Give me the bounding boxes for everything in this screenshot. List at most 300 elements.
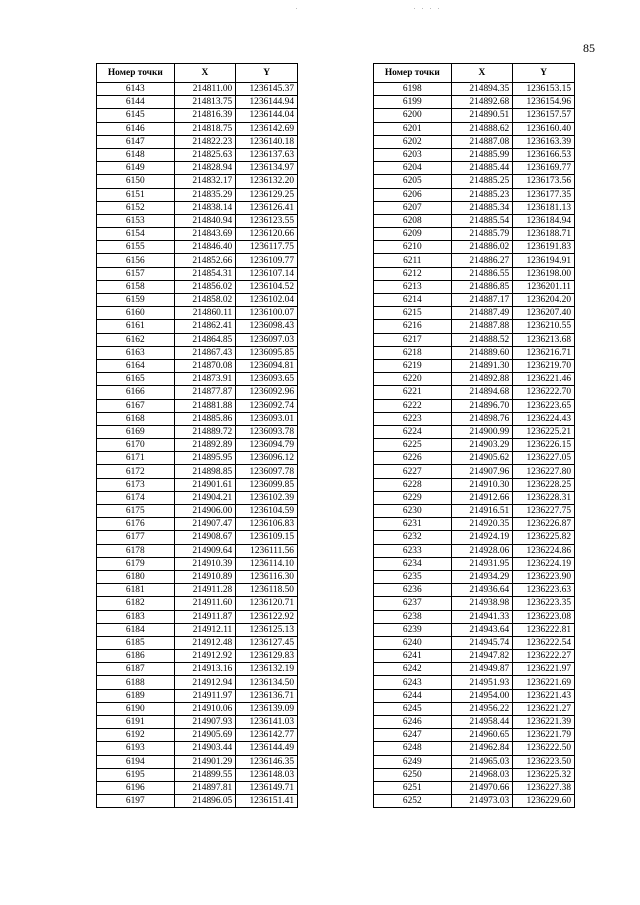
- x-coordinate-cell: 214887.88: [451, 320, 513, 333]
- x-coordinate-cell: 214885.79: [451, 228, 513, 241]
- y-coordinate-cell: 1236148.03: [236, 768, 298, 781]
- x-coordinate-cell: 214912.66: [451, 491, 513, 504]
- x-coordinate-cell: 214886.02: [451, 241, 513, 254]
- table-row: [374, 650, 575, 663]
- y-coordinate-cell: 1236227.05: [513, 452, 575, 465]
- table-row: [374, 505, 575, 518]
- x-coordinate-cell: 214887.17: [451, 294, 513, 307]
- table-row: [97, 518, 298, 531]
- y-coordinate-cell: 1236114.10: [236, 557, 298, 570]
- table-row: [97, 676, 298, 689]
- x-coordinate-cell: 214885.44: [451, 162, 513, 175]
- point-number-cell: 6208: [374, 214, 452, 227]
- y-coordinate-cell: 1236227.75: [513, 505, 575, 518]
- table-row: [374, 135, 575, 148]
- x-coordinate-cell: 214912.94: [174, 676, 236, 689]
- x-coordinate-cell: 214867.43: [174, 346, 236, 359]
- x-coordinate-cell: 214862.41: [174, 320, 236, 333]
- point-number-cell: 6165: [97, 373, 175, 386]
- x-coordinate-cell: 214885.86: [174, 412, 236, 425]
- table-row: [97, 241, 298, 254]
- table-row: [97, 650, 298, 663]
- point-number-cell: 6181: [97, 584, 175, 597]
- y-coordinate-cell: 1236166.53: [513, 148, 575, 161]
- y-coordinate-cell: 1236132.20: [236, 175, 298, 188]
- x-coordinate-cell: 214958.44: [451, 716, 513, 729]
- table-row: [97, 294, 298, 307]
- x-coordinate-cell: 214832.17: [174, 175, 236, 188]
- point-number-cell: 6215: [374, 307, 452, 320]
- x-coordinate-cell: 214945.74: [451, 636, 513, 649]
- y-coordinate-cell: 1236144.49: [236, 742, 298, 755]
- x-coordinate-cell: 214951.93: [451, 676, 513, 689]
- y-coordinate-cell: 1236141.03: [236, 716, 298, 729]
- coordinates-table-right: [373, 63, 575, 808]
- point-number-cell: 6197: [97, 795, 175, 808]
- y-coordinate-cell: 1236222.81: [513, 623, 575, 636]
- x-coordinate-cell: 214913.16: [174, 663, 236, 676]
- x-coordinate-cell: 214943.64: [451, 623, 513, 636]
- x-coordinate-cell: 214897.81: [174, 781, 236, 794]
- table-row: [374, 122, 575, 135]
- point-number-cell: 6190: [97, 702, 175, 715]
- point-number-cell: 6143: [97, 83, 175, 96]
- y-coordinate-cell: 1236098.43: [236, 320, 298, 333]
- coordinates-table-left: [96, 63, 298, 808]
- table-row: [97, 610, 298, 623]
- table-row: [97, 663, 298, 676]
- x-coordinate-cell: 214968.03: [451, 768, 513, 781]
- x-coordinate-cell: 214896.70: [451, 399, 513, 412]
- x-coordinate-cell: 214887.08: [451, 135, 513, 148]
- y-coordinate-cell: 1236097.78: [236, 465, 298, 478]
- point-number-cell: 6174: [97, 491, 175, 504]
- x-coordinate-cell: 214873.91: [174, 373, 236, 386]
- point-number-cell: 6224: [374, 425, 452, 438]
- x-coordinate-cell: 214928.06: [451, 544, 513, 557]
- y-coordinate-cell: 1236109.77: [236, 254, 298, 267]
- table-row: [97, 425, 298, 438]
- y-coordinate-cell: 1236104.59: [236, 505, 298, 518]
- y-coordinate-cell: 1236223.63: [513, 584, 575, 597]
- point-number-cell: 6185: [97, 636, 175, 649]
- y-coordinate-cell: 1236177.35: [513, 188, 575, 201]
- y-coordinate-cell: 1236127.45: [236, 636, 298, 649]
- x-coordinate-cell: 214903.44: [174, 742, 236, 755]
- table-row: [97, 702, 298, 715]
- y-coordinate-cell: 1236157.57: [513, 109, 575, 122]
- table-row: [97, 742, 298, 755]
- point-number-cell: 6148: [97, 148, 175, 161]
- table-row: [374, 294, 575, 307]
- point-number-cell: 6178: [97, 544, 175, 557]
- table-row: [374, 359, 575, 372]
- point-number-cell: 6234: [374, 557, 452, 570]
- point-number-cell: 6226: [374, 452, 452, 465]
- table-row: [97, 214, 298, 227]
- table-row: [97, 557, 298, 570]
- y-coordinate-cell: 1236221.97: [513, 663, 575, 676]
- x-coordinate-cell: 214906.00: [174, 505, 236, 518]
- point-number-cell: 6209: [374, 228, 452, 241]
- y-coordinate-cell: 1236188.71: [513, 228, 575, 241]
- point-number-cell: 6203: [374, 148, 452, 161]
- x-coordinate-cell: 214885.23: [451, 188, 513, 201]
- point-number-cell: 6146: [97, 122, 175, 135]
- y-coordinate-cell: 1236145.37: [236, 83, 298, 96]
- point-number-cell: 6241: [374, 650, 452, 663]
- table-row: [374, 584, 575, 597]
- table-row: [97, 386, 298, 399]
- x-coordinate-cell: 214889.72: [174, 425, 236, 438]
- x-coordinate-cell: 214885.54: [451, 214, 513, 227]
- table-row: [97, 267, 298, 280]
- table-row: [374, 531, 575, 544]
- point-number-cell: 6189: [97, 689, 175, 702]
- point-number-cell: 6220: [374, 373, 452, 386]
- point-number-cell: 6193: [97, 742, 175, 755]
- table-row: [97, 162, 298, 175]
- y-coordinate-cell: 1236094.81: [236, 359, 298, 372]
- table-row: [97, 96, 298, 109]
- x-coordinate-cell: 214852.66: [174, 254, 236, 267]
- x-coordinate-cell: 214901.29: [174, 755, 236, 768]
- table-row: [374, 478, 575, 491]
- y-coordinate-cell: 1236117.75: [236, 241, 298, 254]
- x-coordinate-cell: 214911.87: [174, 610, 236, 623]
- point-number-cell: 6176: [97, 518, 175, 531]
- point-number-cell: 6214: [374, 294, 452, 307]
- point-number-cell: 6150: [97, 175, 175, 188]
- point-number-cell: 6184: [97, 623, 175, 636]
- table-row: [97, 373, 298, 386]
- point-number-cell: 6225: [374, 439, 452, 452]
- y-coordinate-cell: 1236210.55: [513, 320, 575, 333]
- y-coordinate-cell: 1236093.01: [236, 412, 298, 425]
- point-number-cell: 6201: [374, 122, 452, 135]
- table-row: [374, 162, 575, 175]
- point-number-cell: 6194: [97, 755, 175, 768]
- point-number-cell: 6221: [374, 386, 452, 399]
- point-number-cell: 6164: [97, 359, 175, 372]
- table-row: [374, 544, 575, 557]
- table-row: [374, 254, 575, 267]
- point-number-cell: 6217: [374, 333, 452, 346]
- point-number-cell: 6195: [97, 768, 175, 781]
- y-coordinate-cell: 1236184.94: [513, 214, 575, 227]
- x-coordinate-cell: 214905.62: [451, 452, 513, 465]
- y-coordinate-cell: 1236222.54: [513, 636, 575, 649]
- x-coordinate-cell: 214854.31: [174, 267, 236, 280]
- x-coordinate-cell: 214911.97: [174, 689, 236, 702]
- point-number-cell: 6175: [97, 505, 175, 518]
- y-coordinate-cell: 1236221.39: [513, 716, 575, 729]
- table-row: [374, 346, 575, 359]
- point-number-cell: 6154: [97, 228, 175, 241]
- x-coordinate-cell: 214924.19: [451, 531, 513, 544]
- table-row: [374, 755, 575, 768]
- table-row: [97, 729, 298, 742]
- point-number-cell: 6172: [97, 465, 175, 478]
- header-x: X: [174, 64, 236, 83]
- x-coordinate-cell: 214894.68: [451, 386, 513, 399]
- point-number-cell: 6158: [97, 280, 175, 293]
- y-coordinate-cell: 1236123.55: [236, 214, 298, 227]
- x-coordinate-cell: 214881.88: [174, 399, 236, 412]
- table-row: [97, 570, 298, 583]
- point-number-cell: 6170: [97, 439, 175, 452]
- table-row: [374, 188, 575, 201]
- table-row: [97, 122, 298, 135]
- y-coordinate-cell: 1236223.35: [513, 597, 575, 610]
- x-coordinate-cell: 214898.76: [451, 412, 513, 425]
- y-coordinate-cell: 1236228.25: [513, 478, 575, 491]
- header-y: Y: [236, 64, 298, 83]
- point-number-cell: 6200: [374, 109, 452, 122]
- y-coordinate-cell: 1236163.39: [513, 135, 575, 148]
- point-number-cell: 6248: [374, 742, 452, 755]
- x-coordinate-cell: 214899.55: [174, 768, 236, 781]
- y-coordinate-cell: 1236107.14: [236, 267, 298, 280]
- y-coordinate-cell: 1236224.43: [513, 412, 575, 425]
- y-coordinate-cell: 1236224.86: [513, 544, 575, 557]
- table-row: [97, 584, 298, 597]
- point-number-cell: 6252: [374, 795, 452, 808]
- x-coordinate-cell: 214887.49: [451, 307, 513, 320]
- table-row: [374, 557, 575, 570]
- y-coordinate-cell: 1236134.50: [236, 676, 298, 689]
- y-coordinate-cell: 1236223.08: [513, 610, 575, 623]
- x-coordinate-cell: 214910.06: [174, 702, 236, 715]
- y-coordinate-cell: 1236151.41: [236, 795, 298, 808]
- x-coordinate-cell: 214825.63: [174, 148, 236, 161]
- point-number-cell: 6230: [374, 505, 452, 518]
- x-coordinate-cell: 214910.30: [451, 478, 513, 491]
- x-coordinate-cell: 214856.02: [174, 280, 236, 293]
- y-coordinate-cell: 1236092.96: [236, 386, 298, 399]
- table-row: [374, 201, 575, 214]
- y-coordinate-cell: 1236153.15: [513, 83, 575, 96]
- y-coordinate-cell: 1236169.77: [513, 162, 575, 175]
- y-coordinate-cell: 1236097.03: [236, 333, 298, 346]
- y-coordinate-cell: 1236221.79: [513, 729, 575, 742]
- x-coordinate-cell: 214888.62: [451, 122, 513, 135]
- table-row: [374, 570, 575, 583]
- y-coordinate-cell: 1236228.31: [513, 491, 575, 504]
- table-row: [97, 716, 298, 729]
- y-coordinate-cell: 1236092.74: [236, 399, 298, 412]
- point-number-cell: 6250: [374, 768, 452, 781]
- point-number-cell: 6187: [97, 663, 175, 676]
- table-row: [374, 241, 575, 254]
- y-coordinate-cell: 1236160.40: [513, 122, 575, 135]
- table-row: [97, 531, 298, 544]
- point-number-cell: 6171: [97, 452, 175, 465]
- table-row: [97, 478, 298, 491]
- point-number-cell: 6159: [97, 294, 175, 307]
- table-row: [374, 267, 575, 280]
- x-coordinate-cell: 214895.95: [174, 452, 236, 465]
- x-coordinate-cell: 214886.85: [451, 280, 513, 293]
- y-coordinate-cell: 1236149.71: [236, 781, 298, 794]
- x-coordinate-cell: 214888.52: [451, 333, 513, 346]
- y-coordinate-cell: 1236194.91: [513, 254, 575, 267]
- x-coordinate-cell: 214894.35: [451, 83, 513, 96]
- y-coordinate-cell: 1236139.09: [236, 702, 298, 715]
- x-coordinate-cell: 214840.94: [174, 214, 236, 227]
- y-coordinate-cell: 1236146.35: [236, 755, 298, 768]
- table-row: [97, 452, 298, 465]
- y-coordinate-cell: 1236226.15: [513, 439, 575, 452]
- x-coordinate-cell: 214813.75: [174, 96, 236, 109]
- scan-speck: [438, 8, 439, 9]
- point-number-cell: 6207: [374, 201, 452, 214]
- y-coordinate-cell: 1236120.71: [236, 597, 298, 610]
- y-coordinate-cell: 1236129.25: [236, 188, 298, 201]
- table-row: [374, 518, 575, 531]
- table-row: [374, 742, 575, 755]
- y-coordinate-cell: 1236120.66: [236, 228, 298, 241]
- point-number-cell: 6160: [97, 307, 175, 320]
- x-coordinate-cell: 214889.60: [451, 346, 513, 359]
- x-coordinate-cell: 214811.00: [174, 83, 236, 96]
- point-number-cell: 6212: [374, 267, 452, 280]
- x-coordinate-cell: 214931.95: [451, 557, 513, 570]
- y-coordinate-cell: 1236224.19: [513, 557, 575, 570]
- y-coordinate-cell: 1236142.69: [236, 122, 298, 135]
- x-coordinate-cell: 214911.28: [174, 584, 236, 597]
- x-coordinate-cell: 214907.47: [174, 518, 236, 531]
- x-coordinate-cell: 214885.99: [451, 148, 513, 161]
- point-number-cell: 6247: [374, 729, 452, 742]
- x-coordinate-cell: 214920.35: [451, 518, 513, 531]
- y-coordinate-cell: 1236221.43: [513, 689, 575, 702]
- y-coordinate-cell: 1236132.19: [236, 663, 298, 676]
- table-row: [97, 359, 298, 372]
- table-row: [97, 188, 298, 201]
- y-coordinate-cell: 1236136.71: [236, 689, 298, 702]
- y-coordinate-cell: 1236229.60: [513, 795, 575, 808]
- point-number-cell: 6168: [97, 412, 175, 425]
- table-row: [374, 768, 575, 781]
- x-coordinate-cell: 214858.02: [174, 294, 236, 307]
- table-row: [97, 781, 298, 794]
- point-number-cell: 6199: [374, 96, 452, 109]
- point-number-cell: 6186: [97, 650, 175, 663]
- y-coordinate-cell: 1236201.11: [513, 280, 575, 293]
- y-coordinate-cell: 1236223.65: [513, 399, 575, 412]
- point-number-cell: 6166: [97, 386, 175, 399]
- table-row: [374, 676, 575, 689]
- x-coordinate-cell: 214886.55: [451, 267, 513, 280]
- table-row: [97, 544, 298, 557]
- y-coordinate-cell: 1236102.04: [236, 294, 298, 307]
- table-row: [97, 505, 298, 518]
- table-row: [374, 412, 575, 425]
- y-coordinate-cell: 1236227.80: [513, 465, 575, 478]
- x-coordinate-cell: 214892.88: [451, 373, 513, 386]
- x-coordinate-cell: 214885.34: [451, 201, 513, 214]
- scan-speck: [430, 8, 431, 9]
- y-coordinate-cell: 1236106.83: [236, 518, 298, 531]
- point-number-cell: 6235: [374, 570, 452, 583]
- y-coordinate-cell: 1236222.70: [513, 386, 575, 399]
- scan-speck: [414, 8, 415, 9]
- x-coordinate-cell: 214822.23: [174, 135, 236, 148]
- point-number-cell: 6219: [374, 359, 452, 372]
- x-coordinate-cell: 214892.68: [451, 96, 513, 109]
- y-coordinate-cell: 1236129.83: [236, 650, 298, 663]
- y-coordinate-cell: 1236095.85: [236, 346, 298, 359]
- x-coordinate-cell: 214896.05: [174, 795, 236, 808]
- y-coordinate-cell: 1236221.46: [513, 373, 575, 386]
- x-coordinate-cell: 214835.29: [174, 188, 236, 201]
- table-row: [97, 755, 298, 768]
- x-coordinate-cell: 214938.98: [451, 597, 513, 610]
- table-row: [374, 623, 575, 636]
- point-number-cell: 6191: [97, 716, 175, 729]
- table-row: [374, 716, 575, 729]
- x-coordinate-cell: 214912.11: [174, 623, 236, 636]
- y-coordinate-cell: 1236207.40: [513, 307, 575, 320]
- point-number-cell: 6156: [97, 254, 175, 267]
- point-number-cell: 6237: [374, 597, 452, 610]
- table-row: [374, 386, 575, 399]
- table-row: [374, 465, 575, 478]
- x-coordinate-cell: 214900.99: [451, 425, 513, 438]
- y-coordinate-cell: 1236099.85: [236, 478, 298, 491]
- point-number-cell: 6180: [97, 570, 175, 583]
- point-number-cell: 6161: [97, 320, 175, 333]
- x-coordinate-cell: 214947.82: [451, 650, 513, 663]
- table-row: [374, 781, 575, 794]
- point-number-cell: 6245: [374, 702, 452, 715]
- point-number-cell: 6183: [97, 610, 175, 623]
- table-row: [97, 439, 298, 452]
- table-row: [97, 768, 298, 781]
- point-number-cell: 6216: [374, 320, 452, 333]
- point-number-cell: 6155: [97, 241, 175, 254]
- point-number-cell: 6177: [97, 531, 175, 544]
- x-coordinate-cell: 214892.89: [174, 439, 236, 452]
- table-row: [374, 452, 575, 465]
- x-coordinate-cell: 214954.00: [451, 689, 513, 702]
- point-number-cell: 6173: [97, 478, 175, 491]
- y-coordinate-cell: 1236102.39: [236, 491, 298, 504]
- x-coordinate-cell: 214970.66: [451, 781, 513, 794]
- point-number-cell: 6232: [374, 531, 452, 544]
- point-number-cell: 6243: [374, 676, 452, 689]
- y-coordinate-cell: 1236173.56: [513, 175, 575, 188]
- y-coordinate-cell: 1236225.32: [513, 768, 575, 781]
- y-coordinate-cell: 1236104.52: [236, 280, 298, 293]
- table-row: [97, 109, 298, 122]
- table-row: [97, 795, 298, 808]
- x-coordinate-cell: 214907.96: [451, 465, 513, 478]
- table-row: [374, 148, 575, 161]
- table-row: [97, 307, 298, 320]
- page-number: 85: [583, 41, 595, 55]
- x-coordinate-cell: 214886.27: [451, 254, 513, 267]
- header-y: Y: [513, 64, 575, 83]
- x-coordinate-cell: 214936.64: [451, 584, 513, 597]
- table-row: [97, 254, 298, 267]
- table-row: [97, 491, 298, 504]
- table-row: [374, 425, 575, 438]
- x-coordinate-cell: 214907.93: [174, 716, 236, 729]
- x-coordinate-cell: 214818.75: [174, 122, 236, 135]
- table-row: [97, 689, 298, 702]
